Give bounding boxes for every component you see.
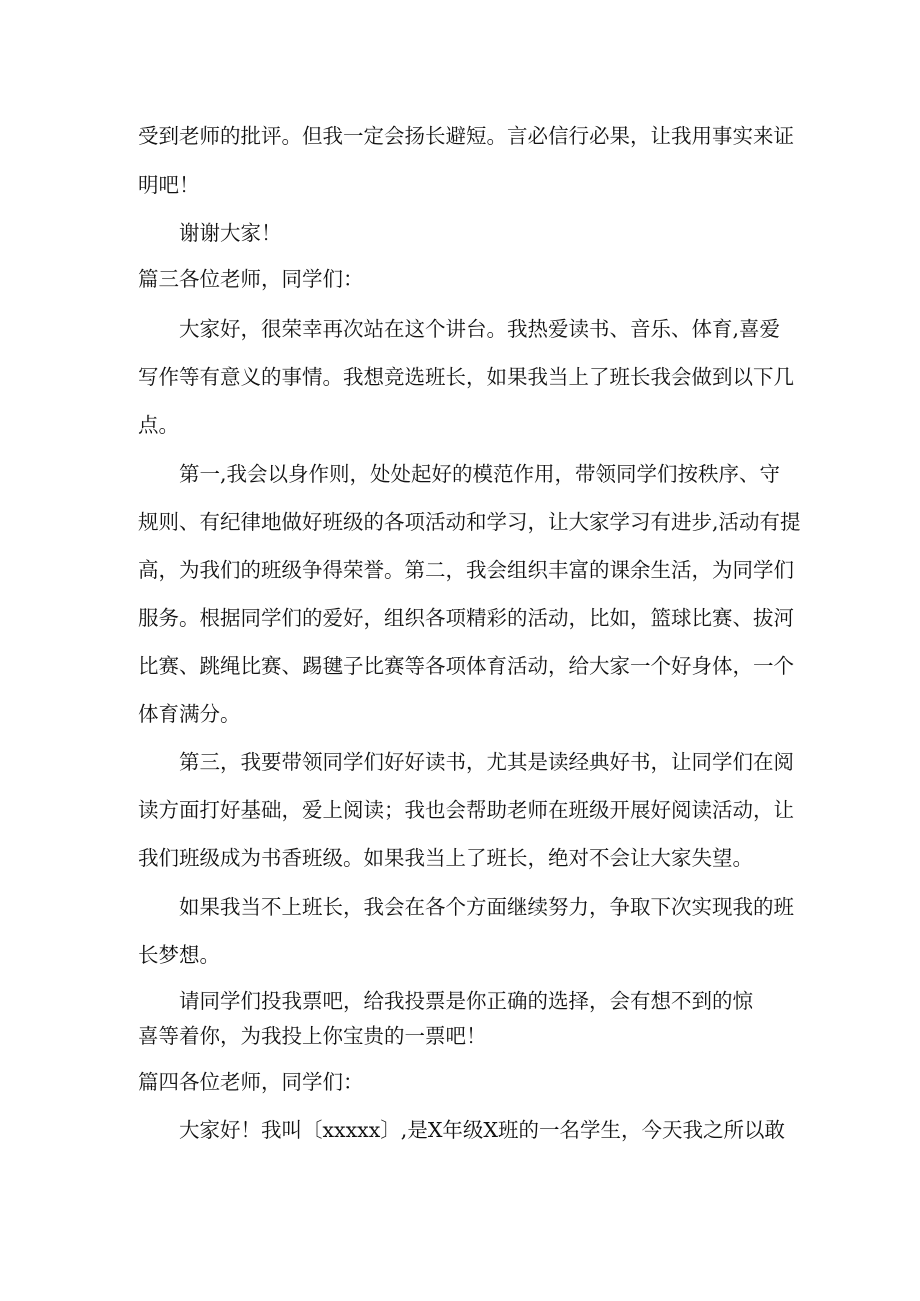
text-line: 长梦想。 — [138, 943, 220, 967]
text-line: 受到老师的批评。但我一定会扬长避短。言必信行必果，让我用事实来证 — [138, 124, 794, 148]
text-line: 写作等有意义的事情。我想竞选班长，如果我当上了班长我会做到以下几 — [138, 365, 794, 389]
text-line: 明吧！ — [138, 173, 200, 197]
text-line: 我们班级成为书香班级。如果我当上了班长，绝对不会让大家失望。 — [138, 846, 753, 870]
text-line: 请同学们投我票吧，给我投票是你正确的选择，会有想不到的惊 — [179, 989, 753, 1013]
text-line: 比赛、跳绳比赛、踢毽子比赛等各项体育活动，给大家一个好身体，一个 — [138, 654, 794, 678]
section-heading: 篇四各位老师，同学们： — [138, 1070, 364, 1094]
text-line: 如果我当不上班长，我会在各个方面继续努力，争取下次实现我的班 — [179, 895, 794, 919]
text-line: 第三，我要带领同学们好好读书，尤其是读经典好书，让同学们在阅 — [179, 750, 794, 774]
text-line: 大家好，很荣幸再次站在这个讲台。我热爱读书、音乐、体育,喜爱 — [179, 317, 781, 341]
text-line: 体育满分。 — [138, 702, 241, 726]
text-line: 第一,我会以身作则，处处起好的模范作用，带领同学们按秩序、守 — [179, 462, 781, 486]
text-line: 点。 — [138, 413, 179, 437]
text-line: 大家好！我叫〔xxxxx〕,是X年级X班的一名学生，今天我之所以敢 — [179, 1118, 786, 1142]
text-line: 谢谢大家！ — [179, 221, 282, 245]
text-line: 喜等着你，为我投上你宝贵的一票吧！ — [138, 1024, 487, 1048]
text-line: 高，为我们的班级争得荣誉。第二，我会组织丰富的课余生活，为同学们 — [138, 558, 794, 582]
section-heading: 篇三各位老师，同学们： — [138, 267, 364, 291]
text-line: 读方面打好基础，爱上阅读；我也会帮助老师在班级开展好阅读活动，让 — [138, 798, 794, 822]
text-line: 规则、有纪律地做好班级的各项活动和学习，让大家学习有进步,活动有提 — [138, 510, 801, 534]
text-line: 服务。根据同学们的爱好，组织各项精彩的活动，比如，篮球比赛、拔河 — [138, 606, 794, 630]
